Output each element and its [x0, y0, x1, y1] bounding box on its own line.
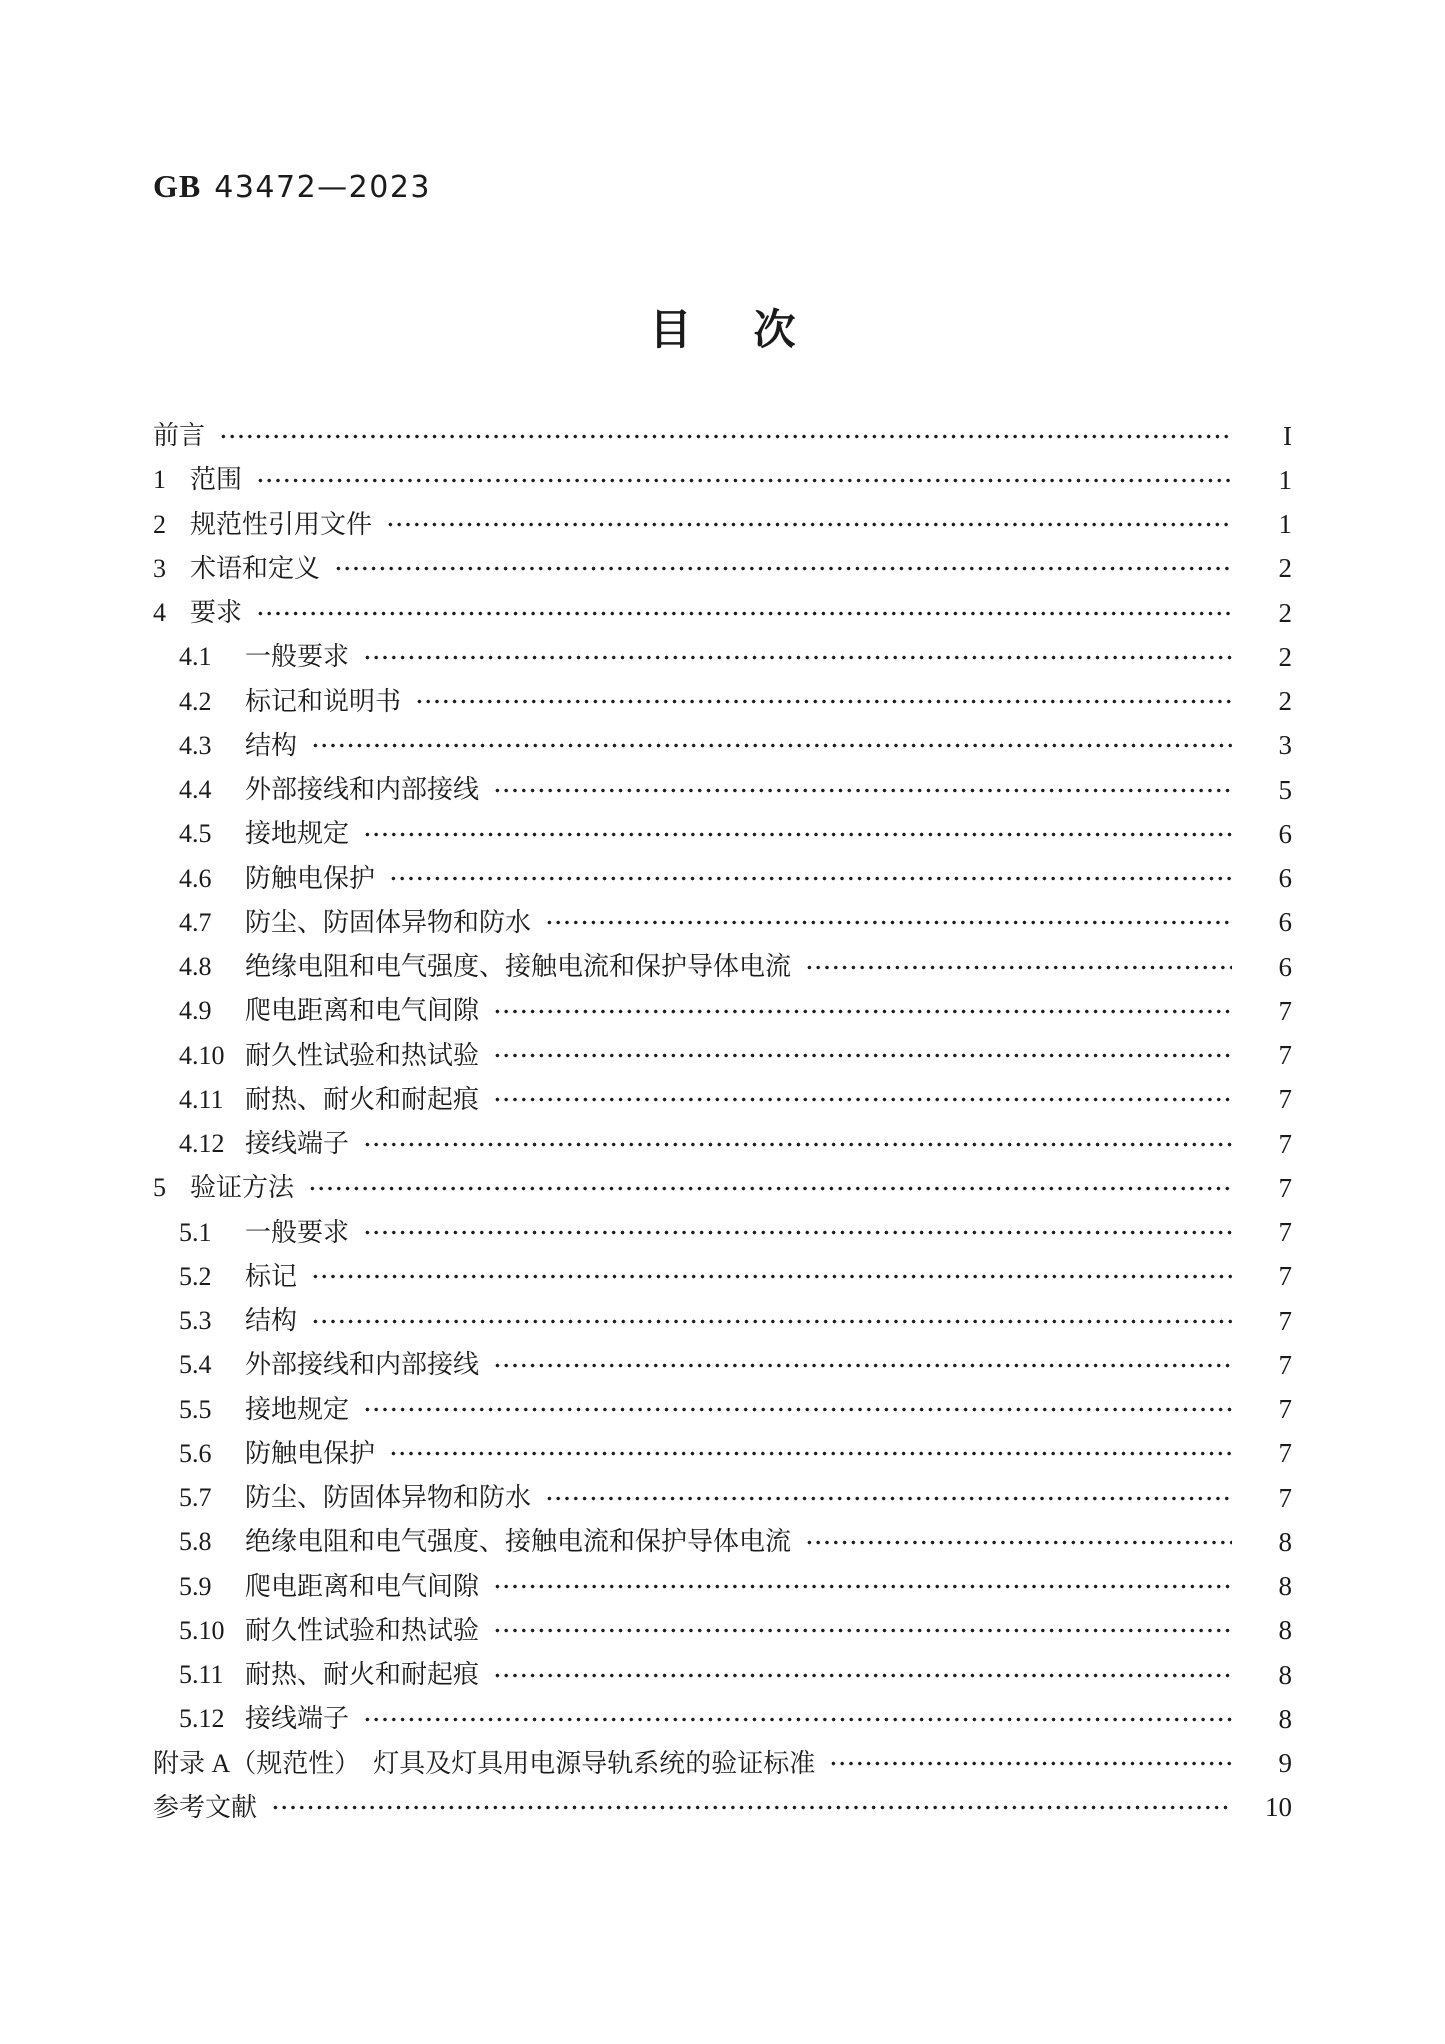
- dotted-leader: [363, 1122, 1232, 1166]
- toc-entry-number: 4.2: [179, 686, 212, 716]
- toc-entry: [153, 1786, 1292, 1830]
- toc-entry-page: I: [1283, 420, 1292, 451]
- toc-entry-page: 7: [1278, 1349, 1292, 1380]
- toc-entry-label: 接线端子: [245, 1704, 350, 1734]
- toc-entry: [153, 1432, 1292, 1476]
- toc-entry-page: 1: [1278, 509, 1292, 540]
- toc-entry-page: 8: [1278, 1659, 1292, 1690]
- toc-list: [153, 414, 1292, 1830]
- toc-entry: [153, 1078, 1292, 1122]
- dotted-leader: [493, 1034, 1232, 1078]
- toc-entry-number: 5.5: [179, 1394, 212, 1424]
- dotted-leader: [271, 1786, 1232, 1830]
- toc-entry-label: 术语和定义: [190, 553, 321, 583]
- toc-entry-label: 外部接线和内部接线: [245, 775, 480, 805]
- toc-entry-label: 接地规定: [245, 1394, 350, 1424]
- toc-entry-page: 5: [1278, 774, 1292, 805]
- toc-entry-page: 7: [1278, 1305, 1292, 1336]
- dotted-leader: [256, 591, 1232, 635]
- toc-entry: [153, 547, 1292, 591]
- dotted-leader: [805, 945, 1232, 989]
- toc-entry: [153, 812, 1292, 856]
- dotted-leader: [219, 414, 1232, 458]
- dotted-leader: [389, 1432, 1232, 1476]
- toc-entry: [153, 1742, 1292, 1786]
- toc-entry-number: 4.10: [179, 1040, 225, 1070]
- toc-entry: [153, 945, 1292, 989]
- dotted-leader: [386, 503, 1232, 547]
- toc-entry-page: 3: [1278, 730, 1292, 761]
- toc-entry-number: 4.12: [179, 1129, 225, 1159]
- toc-entry-label: 防尘、防固体异物和防水: [245, 1483, 532, 1513]
- toc-entry: [153, 503, 1292, 547]
- toc-entry-page: 7: [1278, 1217, 1292, 1248]
- toc-entry-page: 8: [1278, 1703, 1292, 1734]
- dotted-leader: [363, 1697, 1232, 1741]
- toc-entry-label: 爬电距离和电气间隙: [245, 1571, 480, 1601]
- dotted-leader: [545, 901, 1232, 945]
- toc-entry-number: 5.4: [179, 1350, 212, 1380]
- toc-entry-label: 标记和说明书: [245, 686, 402, 716]
- dotted-leader: [493, 768, 1232, 812]
- toc-entry: [153, 635, 1292, 679]
- dotted-leader: [493, 1078, 1232, 1122]
- toc-entry-number: 5.7: [179, 1483, 212, 1513]
- toc-entry-page: 2: [1278, 553, 1292, 584]
- toc-entry-page: 7: [1278, 995, 1292, 1026]
- dotted-leader: [493, 1565, 1232, 1609]
- toc-entry: [153, 680, 1292, 724]
- toc-entry: [153, 1343, 1292, 1387]
- toc-entry-label: 参考文献: [153, 1792, 258, 1822]
- page-title: 目 次: [649, 308, 806, 354]
- dotted-leader: [493, 989, 1232, 1033]
- toc-entry-page: 7: [1278, 1128, 1292, 1159]
- toc-entry-label: 一般要求: [245, 1217, 350, 1247]
- toc-entry-label: 防尘、防固体异物和防水: [245, 907, 532, 937]
- toc-entry: [153, 458, 1292, 502]
- toc-entry-number: 4.4: [179, 775, 212, 805]
- toc-entry-number: 4.11: [179, 1084, 224, 1114]
- toc-entry-number: 1: [153, 465, 166, 495]
- dotted-leader: [363, 1211, 1232, 1255]
- toc-entry-number: 5.12: [179, 1704, 225, 1734]
- toc-entry-number: 5.8: [179, 1527, 212, 1557]
- dotted-leader: [415, 680, 1232, 724]
- toc-entry-page: 1: [1278, 464, 1292, 495]
- toc-entry: [153, 1211, 1292, 1255]
- toc-entry: [153, 989, 1292, 1033]
- toc-entry-number: 5: [153, 1173, 166, 1203]
- toc-entry-label: 耐久性试验和热试验: [245, 1040, 480, 1070]
- toc-entry: [153, 414, 1292, 458]
- toc-entry-label: 范围: [190, 465, 243, 495]
- toc-entry-page: 10: [1265, 1792, 1292, 1823]
- toc-entry-number: 4.5: [179, 819, 212, 849]
- toc-entry-page: 7: [1278, 1172, 1292, 1203]
- toc-entry-page: 8: [1278, 1526, 1292, 1557]
- toc-entry-number: 5.1: [179, 1217, 212, 1247]
- toc-entry-page: 7: [1278, 1040, 1292, 1071]
- dotted-leader: [805, 1520, 1232, 1564]
- toc-entry-page: 2: [1278, 597, 1292, 628]
- dotted-leader: [493, 1609, 1232, 1653]
- toc-entry-label: 结构: [245, 1306, 298, 1336]
- toc-entry: [153, 1034, 1292, 1078]
- toc-entry: [153, 1565, 1292, 1609]
- toc-entry-page: 7: [1278, 1261, 1292, 1292]
- toc-entry-page: 7: [1278, 1438, 1292, 1469]
- toc-entry-number: 3: [153, 553, 166, 583]
- toc-entry-page: 6: [1278, 907, 1292, 938]
- toc-entry-label: 耐久性试验和热试验: [245, 1615, 480, 1645]
- toc-entry-page: 8: [1278, 1615, 1292, 1646]
- dotted-leader: [311, 724, 1232, 768]
- toc-entry-label: 附录 A（规范性） 灯具及灯具用电源导轨系统的验证标准: [153, 1748, 816, 1778]
- toc-entry-page: 9: [1278, 1748, 1292, 1779]
- toc-entry-label: 绝缘电阻和电气强度、接触电流和保护导体电流: [245, 952, 792, 982]
- dotted-leader: [363, 635, 1232, 679]
- toc-entry: [153, 1122, 1292, 1166]
- toc-entry: [153, 1697, 1292, 1741]
- dotted-leader: [311, 1255, 1232, 1299]
- toc-entry-label: 外部接线和内部接线: [245, 1350, 480, 1380]
- toc-entry-page: 8: [1278, 1571, 1292, 1602]
- toc-entry-number: 5.2: [179, 1261, 212, 1291]
- toc-entry: [153, 1653, 1292, 1697]
- toc-entry-number: 4: [153, 598, 166, 628]
- toc-entry-label: 一般要求: [245, 642, 350, 672]
- toc-entry-number: 4.9: [179, 996, 212, 1026]
- toc-entry: [153, 1166, 1292, 1210]
- dotted-leader: [493, 1343, 1232, 1387]
- toc-entry: [153, 1520, 1292, 1564]
- toc-entry: [153, 1299, 1292, 1343]
- toc-entry-label: 防触电保护: [245, 863, 376, 893]
- toc-entry-page: 2: [1278, 641, 1292, 672]
- toc-entry-label: 爬电距离和电气间隙: [245, 996, 480, 1026]
- toc-entry-label: 耐热、耐火和耐起痕: [245, 1660, 480, 1690]
- toc-entry-label: 验证方法: [190, 1173, 295, 1203]
- toc-entry-label: 要求: [190, 598, 243, 628]
- toc-entry-number: 5.9: [179, 1571, 212, 1601]
- toc-entry: [153, 591, 1292, 635]
- toc-entry: [153, 857, 1292, 901]
- standard-code: [153, 168, 431, 205]
- toc-entry-number: 5.10: [179, 1615, 225, 1645]
- toc-entry: [153, 724, 1292, 768]
- dotted-leader: [363, 812, 1232, 856]
- toc-entry-label: 耐热、耐火和耐起痕: [245, 1084, 480, 1114]
- toc-entry: [153, 1476, 1292, 1520]
- toc-entry-number: 4.3: [179, 730, 212, 760]
- toc-entry-number: 5.3: [179, 1306, 212, 1336]
- toc-entry-label: 绝缘电阻和电气强度、接触电流和保护导体电流: [245, 1527, 792, 1557]
- toc-entry: [153, 1388, 1292, 1432]
- toc-entry-number: 4.1: [179, 642, 212, 672]
- toc-entry: [153, 768, 1292, 812]
- toc-entry-page: 7: [1278, 1482, 1292, 1513]
- toc-entry-label: 标记: [245, 1261, 298, 1291]
- toc-entry: [153, 1609, 1292, 1653]
- toc-entry-page: 6: [1278, 951, 1292, 982]
- dotted-leader: [311, 1299, 1232, 1343]
- toc-entry-number: 5.6: [179, 1438, 212, 1468]
- toc-entry-number: 5.11: [179, 1660, 224, 1690]
- dotted-leader: [829, 1742, 1232, 1786]
- toc-entry-number: 4.7: [179, 907, 212, 937]
- toc-entry-label: 规范性引用文件: [190, 509, 373, 539]
- toc-entry: [153, 1255, 1292, 1299]
- toc-entry-number: 2: [153, 509, 166, 539]
- toc-entry-number: 4.8: [179, 952, 212, 982]
- dotted-leader: [308, 1166, 1232, 1210]
- toc-entry-label: 前言: [153, 421, 206, 451]
- dotted-leader: [256, 458, 1232, 502]
- dotted-leader: [389, 857, 1232, 901]
- toc-entry: [153, 901, 1292, 945]
- standard-code-number: 43472—2023: [214, 170, 432, 205]
- toc-entry-label: 接线端子: [245, 1129, 350, 1159]
- dotted-leader: [545, 1476, 1232, 1520]
- dotted-leader: [363, 1388, 1232, 1432]
- toc-entry-page: 7: [1278, 1394, 1292, 1425]
- toc-entry-page: 7: [1278, 1084, 1292, 1115]
- toc-entry-page: 6: [1278, 863, 1292, 894]
- standard-code-prefix: GB: [153, 168, 202, 204]
- toc-entry-label: 接地规定: [245, 819, 350, 849]
- toc-entry-page: 2: [1278, 686, 1292, 717]
- dotted-leader: [493, 1653, 1232, 1697]
- toc-entry-label: 防触电保护: [245, 1438, 376, 1468]
- toc-entry-page: 6: [1278, 818, 1292, 849]
- dotted-leader: [334, 547, 1232, 591]
- toc-entry-label: 结构: [245, 730, 298, 760]
- toc-entry-number: 4.6: [179, 863, 212, 893]
